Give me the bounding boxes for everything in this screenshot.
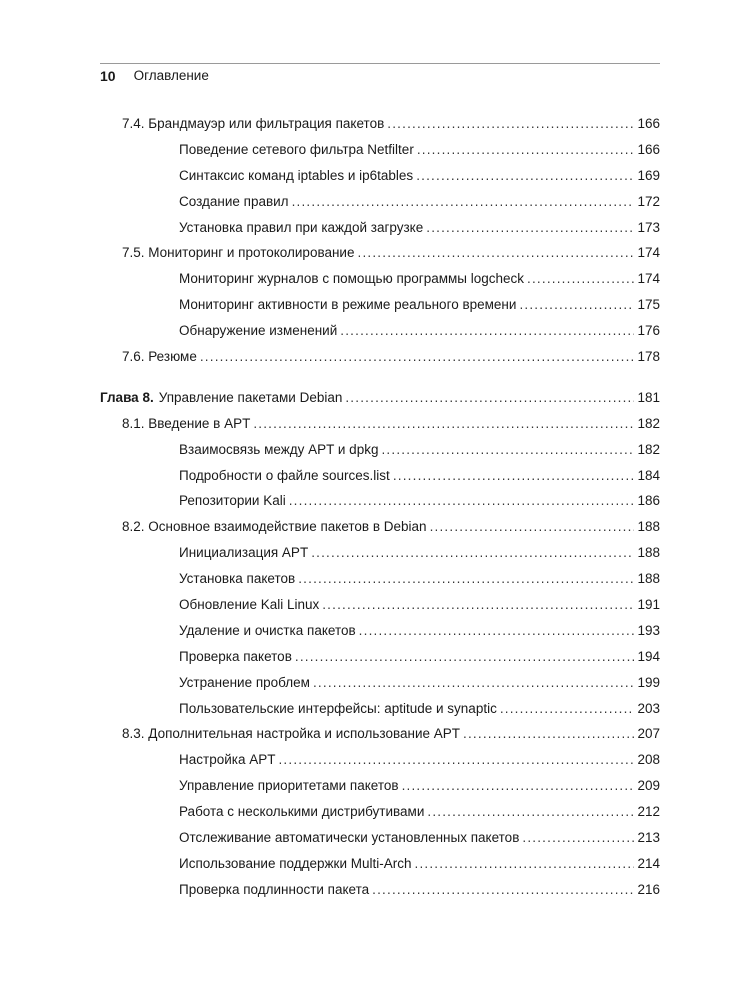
- toc-entry-title: 7.4. Брандмауэр или фильтрация пакетов: [122, 116, 385, 131]
- toc-entry-page: 166: [637, 116, 660, 131]
- dot-leader: [345, 390, 634, 405]
- dot-leader: [295, 649, 635, 664]
- toc-entry-page: 212: [637, 804, 660, 820]
- dot-leader: [313, 675, 635, 690]
- toc-entry-title: Мониторинг активности в режиме реального времени: [179, 297, 517, 313]
- toc-entry-title: Поведение сетевого фильтра Netfilter: [179, 141, 414, 157]
- toc-entry-title: Пользовательские интерфейсы: aptitude и synaptic: [179, 700, 497, 716]
- toc-entry-page: 176: [637, 323, 660, 339]
- toc-entry: [100, 856, 660, 882]
- dot-leader: [200, 349, 635, 364]
- dot-leader: [416, 168, 634, 183]
- toc-entry-page: 193: [637, 622, 660, 638]
- toc-entry-page: 214: [637, 855, 660, 871]
- dot-leader: [298, 571, 634, 586]
- toc-entry-page: 181: [637, 389, 660, 405]
- running-title: Оглавление: [133, 68, 209, 83]
- chapter-label: Глава 8.: [100, 389, 154, 405]
- toc-entry-title: Репозитории Kali: [179, 493, 286, 509]
- toc-entry: [100, 116, 660, 142]
- dot-leader: [311, 545, 634, 560]
- dot-leader: [430, 519, 635, 534]
- toc-entry-page: 175: [637, 297, 660, 313]
- toc-entry-title: 7.6. Резюме: [122, 349, 197, 365]
- dot-leader: [292, 194, 635, 209]
- dot-leader: [393, 468, 635, 483]
- toc-entry: [100, 442, 660, 468]
- toc-entry-page: 172: [637, 193, 660, 209]
- toc-entry-page: 194: [637, 648, 660, 664]
- toc-entry: [100, 349, 660, 375]
- toc-entry: [100, 830, 660, 856]
- toc-entry-title: Взаимосвязь между APT и dpkg: [179, 441, 379, 457]
- toc-entry: [100, 168, 660, 194]
- dot-leader: [463, 726, 634, 741]
- toc-entry-title: Использование поддержки Multi-Arch: [179, 855, 412, 871]
- toc-entry: [100, 416, 660, 442]
- dot-leader: [322, 597, 634, 612]
- toc-entry-page: 166: [637, 141, 660, 157]
- dot-leader: [527, 271, 634, 286]
- running-header: [100, 64, 660, 86]
- toc-entry-title: Обнаружение изменений: [179, 323, 338, 339]
- toc-entry: [100, 220, 660, 246]
- toc-entry-page: 207: [637, 726, 660, 742]
- table-of-contents: [100, 116, 660, 908]
- toc-entry-page: 173: [637, 219, 660, 235]
- dot-leader: [372, 882, 634, 897]
- toc-entry-page: 186: [637, 493, 660, 509]
- dot-leader: [402, 778, 635, 793]
- toc-entry: [100, 597, 660, 623]
- toc-entry-page: 169: [637, 167, 660, 183]
- dot-leader: [253, 416, 634, 431]
- toc-entry: [100, 245, 660, 271]
- toc-entry: [100, 752, 660, 778]
- toc-chapter-entry: [100, 390, 660, 416]
- toc-entry-page: 188: [637, 571, 660, 587]
- toc-entry: [100, 519, 660, 545]
- dot-leader: [381, 442, 634, 457]
- dot-leader: [415, 856, 635, 871]
- dot-leader: [427, 804, 634, 819]
- toc-entry-title: Мониторинг журналов с помощью программы logcheck: [179, 271, 525, 287]
- toc-entry-title: Обновление Kali Linux: [179, 597, 320, 613]
- toc-entry-title: Создание правил: [179, 193, 289, 209]
- toc-entry: [100, 701, 660, 727]
- toc-entry: [100, 194, 660, 220]
- toc-entry-page: 188: [637, 545, 660, 561]
- toc-entry-title: Работа с несколькими дистрибутивами: [179, 804, 425, 820]
- toc-entry-page: 199: [637, 674, 660, 690]
- toc-entry-page: 213: [637, 830, 660, 846]
- toc-entry: [100, 323, 660, 349]
- dot-leader: [358, 245, 635, 260]
- dot-leader: [387, 116, 634, 131]
- toc-entry: [100, 778, 660, 804]
- toc-entry: [100, 142, 660, 168]
- toc-entry-title: Проверка подлинности пакета: [179, 881, 370, 897]
- toc-entry: [100, 571, 660, 597]
- toc-entry-title: 8.2. Основное взаимодействие пакетов в Debian: [122, 519, 427, 535]
- dot-leader: [500, 701, 635, 716]
- toc-entry: [100, 649, 660, 675]
- toc-entry-title: Отслеживание автоматически установленных пакетов: [179, 830, 520, 846]
- toc-entry: [100, 623, 660, 649]
- dot-leader: [278, 752, 634, 767]
- toc-entry: [100, 545, 660, 571]
- page-number: 10: [100, 68, 116, 84]
- toc-entry: [100, 468, 660, 494]
- toc-entry-page: 182: [637, 441, 660, 457]
- toc-entry-page: 174: [637, 271, 660, 287]
- toc-entry-page: 209: [637, 778, 660, 794]
- toc-entry: [100, 297, 660, 323]
- toc-entry-page: 203: [637, 700, 660, 716]
- toc-entry-title: Управление пакетами Debian: [158, 389, 343, 405]
- toc-entry-title: Синтаксис команд iptables и ip6tables: [179, 167, 414, 183]
- toc-entry: [100, 271, 660, 297]
- toc-entry-title: 8.1. Введение в APT: [122, 415, 251, 431]
- toc-entry: [100, 493, 660, 519]
- toc-entry-page: 184: [637, 467, 660, 483]
- toc-entry: [100, 882, 660, 908]
- toc-entry-title: Управление приоритетами пакетов: [179, 778, 399, 794]
- toc-entry-page: 182: [637, 415, 660, 431]
- dot-leader: [417, 142, 635, 157]
- dot-leader: [340, 323, 634, 338]
- toc-entry-title: Установка правил при каждой загрузке: [179, 219, 424, 235]
- toc-entry: [100, 726, 660, 752]
- dot-leader: [359, 623, 635, 638]
- dot-leader: [522, 830, 634, 845]
- toc-entry-page: 208: [637, 752, 660, 768]
- dot-leader: [519, 297, 634, 312]
- toc-entry-page: 188: [637, 519, 660, 535]
- toc-entry-title: 7.5. Мониторинг и протоколирование: [122, 245, 355, 261]
- toc-entry-page: 216: [637, 881, 660, 897]
- dot-leader: [426, 220, 634, 235]
- toc-entry: [100, 804, 660, 830]
- toc-entry-page: 174: [637, 245, 660, 261]
- toc-entry-title: Устранение проблем: [179, 674, 310, 690]
- toc-entry-title: Установка пакетов: [179, 571, 296, 587]
- toc-entry-title: Удаление и очистка пакетов: [179, 622, 356, 638]
- dot-leader: [289, 493, 635, 508]
- toc-entry-page: 191: [637, 597, 660, 613]
- toc-entry-title: Проверка пакетов: [179, 648, 292, 664]
- toc-entry-title: Подробности о файле sources.list: [179, 467, 390, 483]
- toc-entry: [100, 675, 660, 701]
- toc-entry-page: 178: [637, 349, 660, 365]
- toc-entry-title: Инициализация APT: [179, 545, 309, 561]
- toc-entry-title: 8.3. Дополнительная настройка и использование APT: [122, 726, 461, 742]
- toc-entry-title: Настройка APT: [179, 752, 276, 768]
